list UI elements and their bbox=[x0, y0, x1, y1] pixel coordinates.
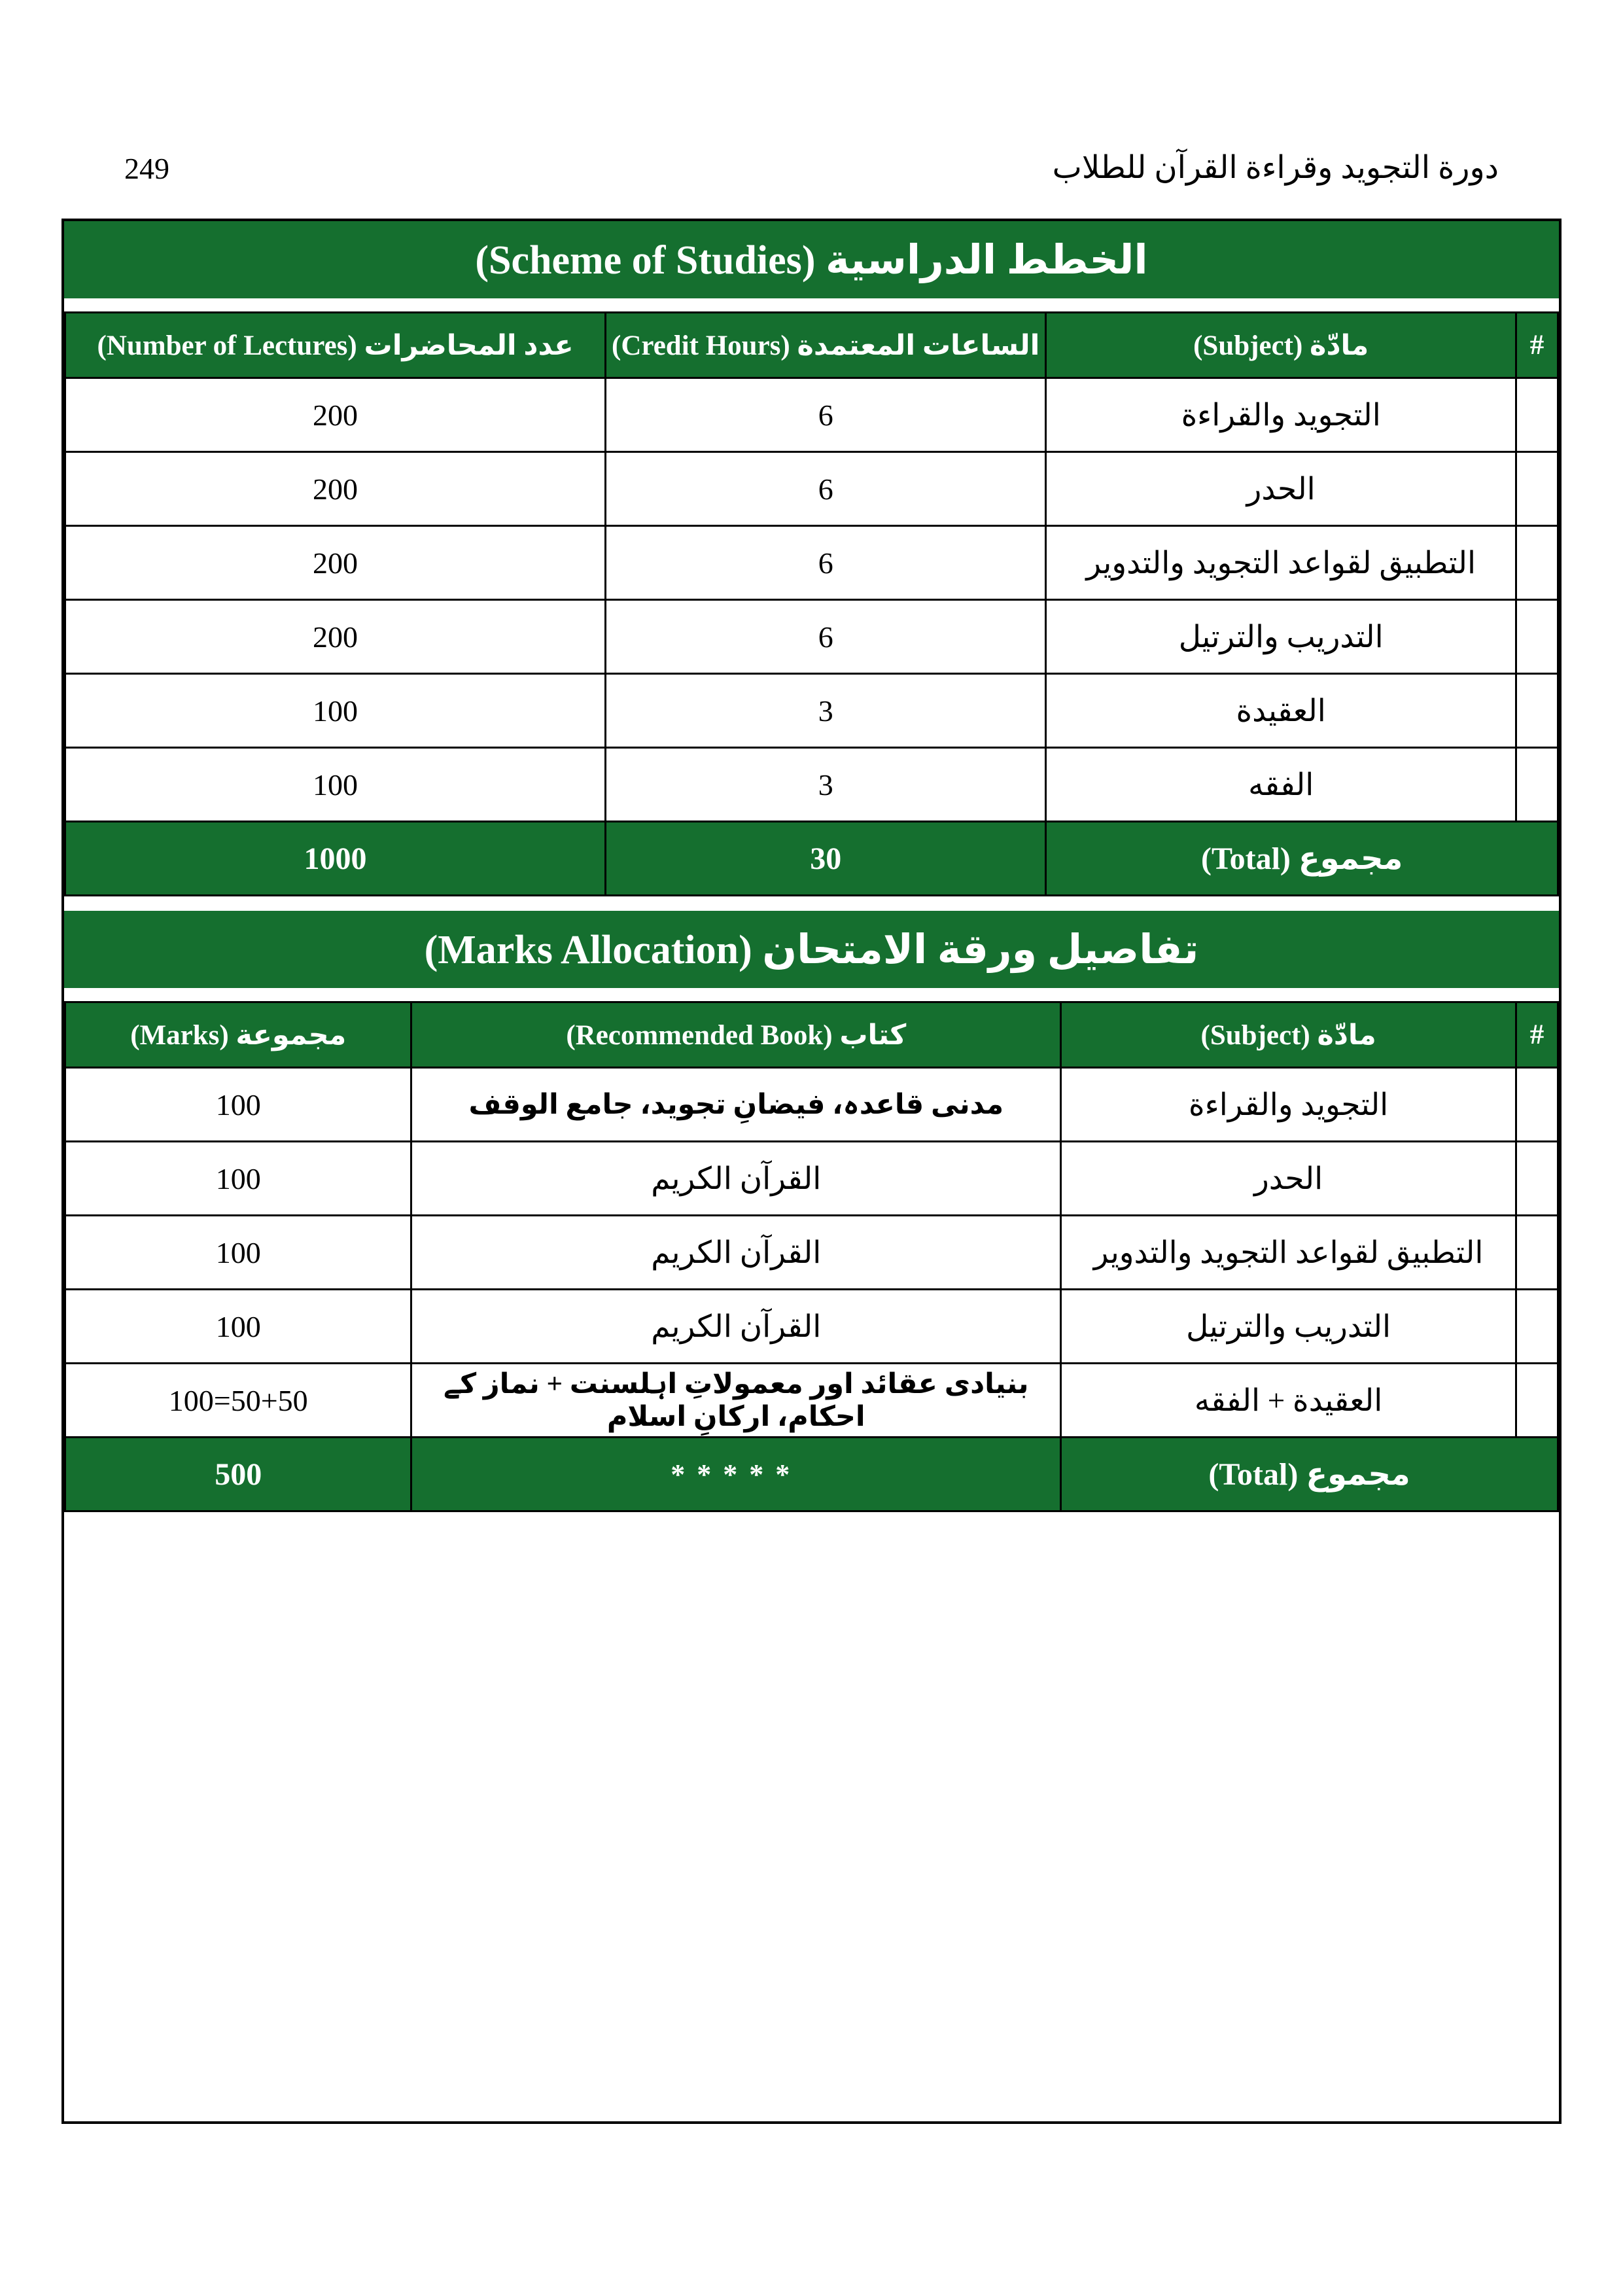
scheme-header-num: # bbox=[1516, 313, 1558, 378]
subject-cell: الحدر bbox=[1061, 1142, 1516, 1216]
subject-cell: التدريب والترتيل bbox=[1061, 1290, 1516, 1364]
row-number-cell: 3 bbox=[1516, 526, 1558, 600]
scheme-header-subject: مادّة (Subject) bbox=[1046, 313, 1516, 378]
subject-cell: التطبيق لقواعد التجويد والتدوير bbox=[1061, 1216, 1516, 1290]
marks-header-subject: مادّة (Subject) bbox=[1061, 1002, 1516, 1068]
recommended-book-cell: القرآن الكريم bbox=[411, 1216, 1061, 1290]
table-row bbox=[65, 1216, 1558, 1290]
recommended-book-cell: مدنی قاعدہ، فیضانِ تجوید، جامع الوقف bbox=[411, 1068, 1061, 1142]
scheme-header-row bbox=[65, 313, 1558, 378]
page-header bbox=[124, 149, 1499, 186]
lectures-cell: 200 bbox=[65, 526, 606, 600]
credit-hours-cell: 3 bbox=[606, 674, 1046, 748]
credit-hours-cell: 6 bbox=[606, 600, 1046, 674]
scheme-of-studies-table bbox=[64, 311, 1559, 896]
table-row bbox=[65, 1364, 1558, 1438]
lectures-cell: 200 bbox=[65, 378, 606, 452]
subject-cell: التجويد والقراءة bbox=[1046, 378, 1516, 452]
row-number-cell: 5 bbox=[1516, 674, 1558, 748]
scheme-header-credit: الساعات المعتمدة (Credit Hours) bbox=[606, 313, 1046, 378]
table-row bbox=[65, 1290, 1558, 1364]
table-row bbox=[65, 748, 1558, 822]
page-title: دورة التجويد وقراءة القرآن للطلاب bbox=[1052, 150, 1499, 185]
row-number-cell: 3 bbox=[1516, 1216, 1558, 1290]
table-row bbox=[65, 1068, 1558, 1142]
page-number: 249 bbox=[124, 152, 169, 185]
subject-cell: التطبيق لقواعد التجويد والتدوير bbox=[1046, 526, 1516, 600]
marks-title-band: تفاصيل ورقة الامتحان (Marks Allocation) bbox=[64, 911, 1559, 988]
row-number-cell: 6 bbox=[1516, 748, 1558, 822]
row-number-cell: 5 bbox=[1516, 1364, 1558, 1438]
row-number-cell: 4 bbox=[1516, 1290, 1558, 1364]
row-number-cell: 2 bbox=[1516, 1142, 1558, 1216]
subject-cell: الفقه bbox=[1046, 748, 1516, 822]
marks-header-num: # bbox=[1516, 1002, 1558, 1068]
table-row bbox=[65, 674, 1558, 748]
subject-cell: العقيدة + الفقه bbox=[1061, 1364, 1516, 1438]
scheme-header-lectures: عدد المحاضرات (Number of Lectures) bbox=[65, 313, 606, 378]
row-number-cell: 1 bbox=[1516, 1068, 1558, 1142]
row-number-cell: 1 bbox=[1516, 378, 1558, 452]
row-number-cell: 4 bbox=[1516, 600, 1558, 674]
lectures-cell: 200 bbox=[65, 600, 606, 674]
marks-header-row bbox=[65, 1002, 1558, 1068]
lectures-cell: 200 bbox=[65, 452, 606, 526]
total-lectures-cell: 1000 bbox=[65, 822, 606, 896]
marks-header-book: كتاب (Recommended Book) bbox=[411, 1002, 1061, 1068]
marks-total-row bbox=[65, 1438, 1558, 1511]
content-frame bbox=[61, 219, 1562, 2124]
table-row bbox=[65, 526, 1558, 600]
subject-cell: العقيدة bbox=[1046, 674, 1516, 748]
credit-hours-cell: 6 bbox=[606, 452, 1046, 526]
recommended-book-cell: بنیادی عقائد اور معمولاتِ اہلسنت + نماز کے احکام، ارکانِ اسلام bbox=[411, 1364, 1061, 1438]
row-number-cell: 2 bbox=[1516, 452, 1558, 526]
marks-header-marks: مجموعة (Marks) bbox=[65, 1002, 411, 1068]
table-row bbox=[65, 600, 1558, 674]
marks-cell: 100 bbox=[65, 1216, 411, 1290]
total-label-cell: مجموع (Total) bbox=[1046, 822, 1558, 896]
recommended-book-cell: القرآن الكريم bbox=[411, 1142, 1061, 1216]
table-row bbox=[65, 452, 1558, 526]
marks-allocation-table bbox=[64, 1001, 1559, 1512]
marks-cell: 100 bbox=[65, 1068, 411, 1142]
marks-cell: 100 bbox=[65, 1142, 411, 1216]
total-label-cell: مجموع (Total) bbox=[1061, 1438, 1558, 1511]
total-credit-cell: 30 bbox=[606, 822, 1046, 896]
credit-hours-cell: 3 bbox=[606, 748, 1046, 822]
table-row bbox=[65, 378, 1558, 452]
marks-cell: 100=50+50 bbox=[65, 1364, 411, 1438]
marks-cell: 100 bbox=[65, 1290, 411, 1364]
total-stars-cell: ***** bbox=[411, 1438, 1061, 1511]
lectures-cell: 100 bbox=[65, 748, 606, 822]
subject-cell: التدريب والترتيل bbox=[1046, 600, 1516, 674]
table-row bbox=[65, 1142, 1558, 1216]
lectures-cell: 100 bbox=[65, 674, 606, 748]
credit-hours-cell: 6 bbox=[606, 378, 1046, 452]
scheme-title-band: الخطط الدراسية (Scheme of Studies) bbox=[64, 221, 1559, 298]
total-marks-cell: 500 bbox=[65, 1438, 411, 1511]
subject-cell: الحدر bbox=[1046, 452, 1516, 526]
credit-hours-cell: 6 bbox=[606, 526, 1046, 600]
subject-cell: التجويد والقراءة bbox=[1061, 1068, 1516, 1142]
recommended-book-cell: القرآن الكريم bbox=[411, 1290, 1061, 1364]
scheme-total-row bbox=[65, 822, 1558, 896]
